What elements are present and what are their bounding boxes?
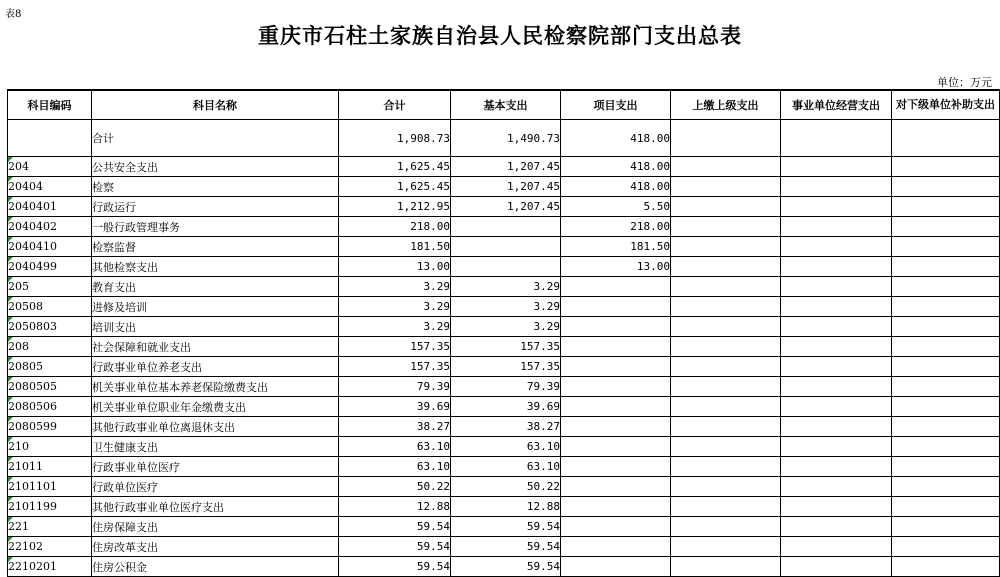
- table-row: [8, 297, 1000, 317]
- subject-name-cell: 机关事业单位基本养老保险缴费支出: [92, 377, 339, 397]
- business-expenditure-cell: [781, 397, 892, 417]
- basic-expenditure-cell: 59.54: [451, 517, 561, 537]
- project-expenditure-cell: 218.00: [561, 217, 671, 237]
- subsidy-lower-cell: [892, 217, 1000, 237]
- business-expenditure-cell: [781, 257, 892, 277]
- total-cell: 1,625.45: [339, 177, 451, 197]
- report-title: 重庆市石柱土家族自治县人民检察院部门支出总表: [258, 23, 742, 48]
- subsidy-lower-cell: [892, 557, 1000, 577]
- total-cell: 63.10: [339, 437, 451, 457]
- subject-code-cell: 21011: [8, 457, 92, 477]
- table-row: [8, 437, 1000, 457]
- remit-upper-cell: [671, 157, 781, 177]
- total-cell: 13.00: [339, 257, 451, 277]
- subsidy-lower-cell: [892, 297, 1000, 317]
- total-cell: 157.35: [339, 337, 451, 357]
- total-cell: 181.50: [339, 237, 451, 257]
- subject-code-cell: 210: [8, 437, 92, 457]
- col-header-project: 项目支出: [561, 90, 671, 120]
- total-cell: 218.00: [339, 217, 451, 237]
- subject-name-cell: 行政事业单位养老支出: [92, 357, 339, 377]
- remit-upper-cell: [671, 317, 781, 337]
- remit-upper-cell: [671, 397, 781, 417]
- col-header-total: 合计: [339, 90, 451, 120]
- basic-expenditure-cell: 38.27: [451, 417, 561, 437]
- business-expenditure-cell: [781, 317, 892, 337]
- project-expenditure-cell: [561, 497, 671, 517]
- subsidy-lower-cell: [892, 317, 1000, 337]
- table-row: [8, 337, 1000, 357]
- subject-name-cell: 一般行政管理事务: [92, 217, 339, 237]
- subsidy-lower-cell: [892, 477, 1000, 497]
- basic-expenditure-cell: 3.29: [451, 317, 561, 337]
- col-header-basic: 基本支出: [451, 90, 561, 120]
- business-expenditure-cell: [781, 557, 892, 577]
- business-expenditure-cell: [781, 217, 892, 237]
- subject-code-cell: 20805: [8, 357, 92, 377]
- project-expenditure-cell: [561, 337, 671, 357]
- project-expenditure-cell: [561, 557, 671, 577]
- basic-expenditure-cell: [451, 257, 561, 277]
- header-row: [8, 90, 1000, 120]
- subject-name-cell: 其他行政事业单位离退休支出: [92, 417, 339, 437]
- remit-upper-cell: [671, 377, 781, 397]
- table-number-label: 表8: [5, 9, 22, 20]
- total-cell: 157.35: [339, 357, 451, 377]
- table-row: [8, 377, 1000, 397]
- subsidy-lower-cell: [892, 397, 1000, 417]
- col-header-remit-upper: 上缴上级支出: [671, 90, 781, 120]
- subject-name-cell: 行政事业单位医疗: [92, 457, 339, 477]
- basic-expenditure-cell: 1,207.45: [451, 197, 561, 217]
- table-row: [8, 357, 1000, 377]
- subsidy-lower-cell: [892, 337, 1000, 357]
- subsidy-lower-cell: [892, 277, 1000, 297]
- subject-code-cell: 2040499: [8, 257, 92, 277]
- total-cell: 3.29: [339, 317, 451, 337]
- total-cell: 59.54: [339, 557, 451, 577]
- remit-upper-cell: [671, 337, 781, 357]
- basic-expenditure-cell: 3.29: [451, 277, 561, 297]
- subsidy-lower-cell: [892, 437, 1000, 457]
- table-row: [8, 417, 1000, 437]
- subsidy-lower-cell: [892, 517, 1000, 537]
- business-expenditure-cell: [781, 357, 892, 377]
- subject-code-cell: 205: [8, 277, 92, 297]
- subject-name-cell: 住房公积金: [92, 557, 339, 577]
- basic-expenditure-cell: 50.22: [451, 477, 561, 497]
- expenditure-table: [7, 89, 1000, 577]
- table-row: [8, 197, 1000, 217]
- remit-upper-cell: [671, 237, 781, 257]
- subject-code-cell: 2101199: [8, 497, 92, 517]
- business-expenditure-cell: [781, 437, 892, 457]
- basic-expenditure-cell: 1,207.45: [451, 157, 561, 177]
- project-expenditure-cell: 418.00: [561, 177, 671, 197]
- total-row: [8, 120, 1000, 157]
- col-header-code: 科目编码: [8, 90, 92, 120]
- subject-code-cell: 22102: [8, 537, 92, 557]
- project-expenditure-cell: 13.00: [561, 257, 671, 277]
- business-expenditure-cell: [781, 237, 892, 257]
- total-cell: 12.88: [339, 497, 451, 517]
- remit-upper-cell: [671, 417, 781, 437]
- remit-upper-cell: [671, 120, 781, 157]
- subsidy-lower-cell: [892, 237, 1000, 257]
- remit-upper-cell: [671, 277, 781, 297]
- business-expenditure-cell: [781, 517, 892, 537]
- project-expenditure-cell: 418.00: [561, 120, 671, 157]
- business-expenditure-cell: [781, 457, 892, 477]
- business-expenditure-cell: [781, 497, 892, 517]
- subject-name-cell: 培训支出: [92, 317, 339, 337]
- subject-code-cell: 2210201: [8, 557, 92, 577]
- col-header-name: 科目名称: [92, 90, 339, 120]
- remit-upper-cell: [671, 177, 781, 197]
- unit-label: 单位：万元: [937, 76, 992, 89]
- table-row: [8, 497, 1000, 517]
- table-row: [8, 397, 1000, 417]
- subject-code-cell: [8, 120, 92, 157]
- subject-name-cell: 卫生健康支出: [92, 437, 339, 457]
- basic-expenditure-cell: 1,207.45: [451, 177, 561, 197]
- subject-name-cell: 其他行政事业单位医疗支出: [92, 497, 339, 517]
- table-row: [8, 557, 1000, 577]
- project-expenditure-cell: [561, 377, 671, 397]
- remit-upper-cell: [671, 297, 781, 317]
- col-header-business: 事业单位经营支出: [781, 90, 892, 120]
- total-cell: 3.29: [339, 277, 451, 297]
- subject-code-cell: 204: [8, 157, 92, 177]
- subject-name-cell: 社会保障和就业支出: [92, 337, 339, 357]
- total-cell: 63.10: [339, 457, 451, 477]
- table-row: [8, 237, 1000, 257]
- subject-name-cell: 行政运行: [92, 197, 339, 217]
- basic-expenditure-cell: 1,490.73: [451, 120, 561, 157]
- table-row: [8, 457, 1000, 477]
- subsidy-lower-cell: [892, 377, 1000, 397]
- basic-expenditure-cell: 39.69: [451, 397, 561, 417]
- remit-upper-cell: [671, 517, 781, 537]
- project-expenditure-cell: 418.00: [561, 157, 671, 177]
- table-row: [8, 517, 1000, 537]
- total-cell: 1,625.45: [339, 157, 451, 177]
- subsidy-lower-cell: [892, 497, 1000, 517]
- subject-name-cell: 住房保障支出: [92, 517, 339, 537]
- project-expenditure-cell: 5.50: [561, 197, 671, 217]
- business-expenditure-cell: [781, 177, 892, 197]
- basic-expenditure-cell: [451, 237, 561, 257]
- total-cell: 1,212.95: [339, 197, 451, 217]
- project-expenditure-cell: [561, 417, 671, 437]
- project-expenditure-cell: [561, 437, 671, 457]
- subject-code-cell: 20404: [8, 177, 92, 197]
- project-expenditure-cell: [561, 277, 671, 297]
- subject-name-cell: 机关事业单位职业年金缴费支出: [92, 397, 339, 417]
- table-row: [8, 317, 1000, 337]
- project-expenditure-cell: [561, 397, 671, 417]
- subsidy-lower-cell: [892, 357, 1000, 377]
- subject-name-cell: 检察监督: [92, 237, 339, 257]
- subject-code-cell: 20508: [8, 297, 92, 317]
- subject-code-cell: 2080505: [8, 377, 92, 397]
- subject-code-cell: 2080506: [8, 397, 92, 417]
- subject-name-cell: 教育支出: [92, 277, 339, 297]
- subject-name-cell: 住房改革支出: [92, 537, 339, 557]
- subsidy-lower-cell: [892, 197, 1000, 217]
- subject-name-cell: 检察: [92, 177, 339, 197]
- subsidy-lower-cell: [892, 417, 1000, 437]
- business-expenditure-cell: [781, 477, 892, 497]
- subject-code-cell: 2040410: [8, 237, 92, 257]
- project-expenditure-cell: 181.50: [561, 237, 671, 257]
- table-row: [8, 177, 1000, 197]
- table-body: [8, 120, 1000, 577]
- project-expenditure-cell: [561, 477, 671, 497]
- business-expenditure-cell: [781, 537, 892, 557]
- basic-expenditure-cell: [451, 217, 561, 237]
- subject-name-cell: 进修及培训: [92, 297, 339, 317]
- project-expenditure-cell: [561, 457, 671, 477]
- subsidy-lower-cell: [892, 537, 1000, 557]
- total-cell: 39.69: [339, 397, 451, 417]
- subject-name-cell: 合计: [92, 120, 339, 157]
- total-cell: 38.27: [339, 417, 451, 437]
- table-row: [8, 157, 1000, 177]
- total-cell: 59.54: [339, 517, 451, 537]
- table-row: [8, 217, 1000, 237]
- remit-upper-cell: [671, 557, 781, 577]
- business-expenditure-cell: [781, 197, 892, 217]
- project-expenditure-cell: [561, 297, 671, 317]
- total-cell: 1,908.73: [339, 120, 451, 157]
- subject-code-cell: 2040401: [8, 197, 92, 217]
- business-expenditure-cell: [781, 417, 892, 437]
- subject-code-cell: 2040402: [8, 217, 92, 237]
- project-expenditure-cell: [561, 537, 671, 557]
- business-expenditure-cell: [781, 297, 892, 317]
- remit-upper-cell: [671, 217, 781, 237]
- remit-upper-cell: [671, 257, 781, 277]
- total-cell: 79.39: [339, 377, 451, 397]
- subject-code-cell: 208: [8, 337, 92, 357]
- basic-expenditure-cell: 157.35: [451, 337, 561, 357]
- subject-name-cell: 行政单位医疗: [92, 477, 339, 497]
- basic-expenditure-cell: 157.35: [451, 357, 561, 377]
- remit-upper-cell: [671, 477, 781, 497]
- business-expenditure-cell: [781, 120, 892, 157]
- subsidy-lower-cell: [892, 177, 1000, 197]
- basic-expenditure-cell: 12.88: [451, 497, 561, 517]
- subsidy-lower-cell: [892, 157, 1000, 177]
- business-expenditure-cell: [781, 277, 892, 297]
- basic-expenditure-cell: 3.29: [451, 297, 561, 317]
- basic-expenditure-cell: 63.10: [451, 457, 561, 477]
- table-row: [8, 537, 1000, 557]
- remit-upper-cell: [671, 457, 781, 477]
- project-expenditure-cell: [561, 357, 671, 377]
- subsidy-lower-cell: [892, 457, 1000, 477]
- remit-upper-cell: [671, 537, 781, 557]
- subject-name-cell: 其他检察支出: [92, 257, 339, 277]
- subsidy-lower-cell: [892, 120, 1000, 157]
- subject-code-cell: 221: [8, 517, 92, 537]
- subject-name-cell: 公共安全支出: [92, 157, 339, 177]
- project-expenditure-cell: [561, 517, 671, 537]
- total-cell: 50.22: [339, 477, 451, 497]
- table-row: [8, 257, 1000, 277]
- col-header-subsidy-lower: 对下级单位补助支出: [892, 90, 1000, 120]
- subject-code-cell: 2101101: [8, 477, 92, 497]
- remit-upper-cell: [671, 197, 781, 217]
- subject-code-cell: 2050803: [8, 317, 92, 337]
- remit-upper-cell: [671, 357, 781, 377]
- project-expenditure-cell: [561, 317, 671, 337]
- business-expenditure-cell: [781, 337, 892, 357]
- basic-expenditure-cell: 59.54: [451, 557, 561, 577]
- subsidy-lower-cell: [892, 257, 1000, 277]
- business-expenditure-cell: [781, 157, 892, 177]
- table-row: [8, 477, 1000, 497]
- subject-code-cell: 2080599: [8, 417, 92, 437]
- table-row: [8, 277, 1000, 297]
- basic-expenditure-cell: 59.54: [451, 537, 561, 557]
- basic-expenditure-cell: 79.39: [451, 377, 561, 397]
- business-expenditure-cell: [781, 377, 892, 397]
- remit-upper-cell: [671, 497, 781, 517]
- total-cell: 59.54: [339, 537, 451, 557]
- remit-upper-cell: [671, 437, 781, 457]
- total-cell: 3.29: [339, 297, 451, 317]
- basic-expenditure-cell: 63.10: [451, 437, 561, 457]
